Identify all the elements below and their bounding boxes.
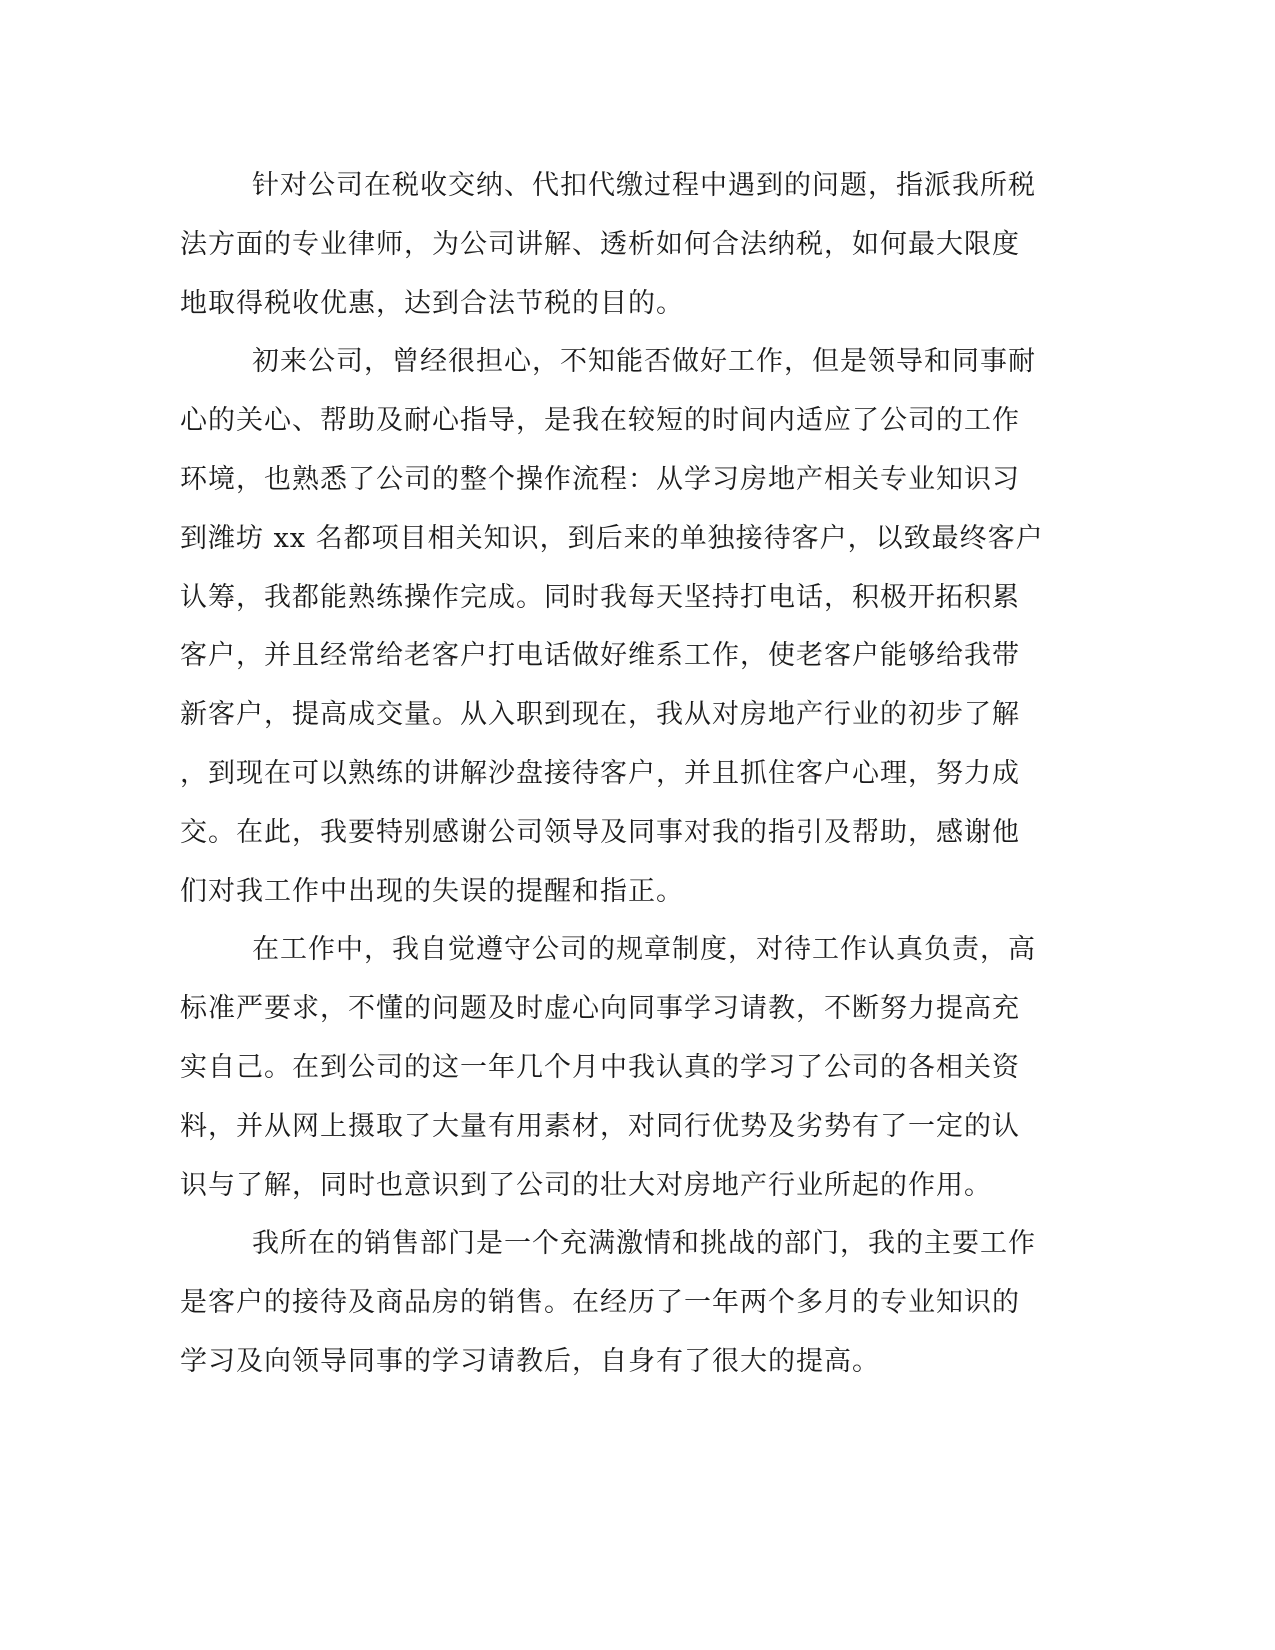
- paragraph-tax-services: [180, 157, 1060, 333]
- paragraph-joining-company: [180, 333, 1060, 921]
- text-line: 学习及向领导同事的学习请教后，自身有了很大的提高。: [180, 1345, 880, 1377]
- text-line: 环境，也熟悉了公司的整个操作流程：从学习房地产相关专业知识习: [180, 463, 1020, 495]
- paragraph-sales-department: [180, 1215, 1060, 1391]
- text-line: 识与了解，同时也意识到了公司的壮大对房地产行业所起的作用。: [180, 1169, 992, 1201]
- text-line: 实自己。在到公司的这一年几个月中我认真的学习了公司的各相关资: [180, 1051, 1020, 1083]
- text-line: 交。在此，我要特别感谢公司领导及同事对我的指引及帮助，感谢他: [180, 816, 1020, 848]
- text-line: 料，并从网上摄取了大量有用素材，对同行优势及劣势有了一定的认: [180, 1110, 1020, 1142]
- text-line: 新客户，提高成交量。从入职到现在，我从对房地产行业的初步了解: [180, 699, 1020, 731]
- text-line: 认筹，我都能熟练操作完成。同时我每天坚持打电话，积极开拓积累: [180, 581, 1020, 613]
- text-line: 法方面的专业律师，为公司讲解、透析如何合法纳税，如何最大限度: [180, 228, 1020, 260]
- text-line: 我所在的销售部门是一个充满激情和挑战的部门，我的主要工作: [252, 1228, 1036, 1260]
- text-line: 初来公司，曾经很担心，不知能否做好工作，但是领导和同事耐: [252, 346, 1036, 378]
- text-line: 在工作中，我自觉遵守公司的规章制度，对待工作认真负责，高: [252, 934, 1036, 966]
- text-line: 到潍坊 xx 名都项目相关知识，到后来的单独接待客户，以致最终客户: [180, 522, 1044, 554]
- text-line: 地取得税收优惠，达到合法节税的目的。: [180, 287, 684, 319]
- paragraph-work-attitude: [180, 921, 1060, 1215]
- text-line: 们对我工作中出现的失误的提醒和指正。: [180, 875, 684, 907]
- text-line: 是客户的接待及商品房的销售。在经历了一年两个多月的专业知识的: [180, 1287, 1020, 1319]
- text-line: ，到现在可以熟练的讲解沙盘接待客户，并且抓住客户心理，努力成: [180, 757, 1020, 789]
- text-line: 标准严要求，不懂的问题及时虚心向同事学习请教，不断努力提高充: [180, 993, 1020, 1025]
- text-line: 客户，并且经常给老客户打电话做好维系工作，使老客户能够给我带: [180, 640, 1020, 672]
- text-line: 心的关心、帮助及耐心指导，是我在较短的时间内适应了公司的工作: [180, 405, 1020, 437]
- text-line: 针对公司在税收交纳、代扣代缴过程中遇到的问题，指派我所税: [252, 170, 1036, 201]
- body-text: [180, 157, 1060, 1392]
